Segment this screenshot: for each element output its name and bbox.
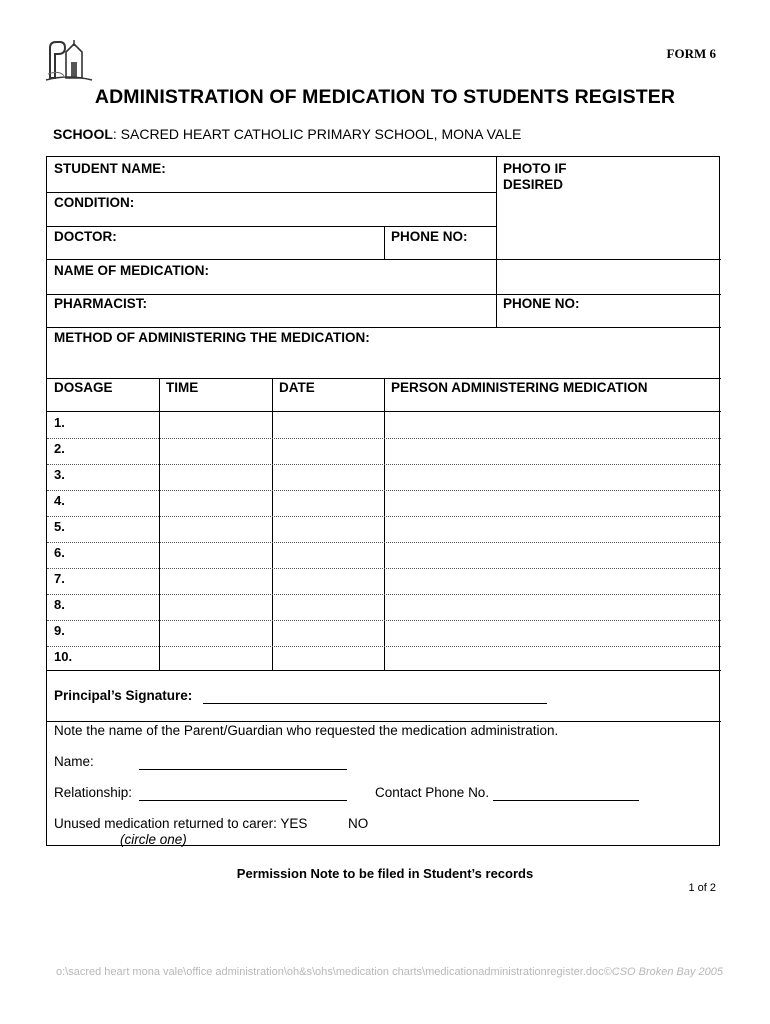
file-path-footer: [56, 966, 723, 978]
parent-name-line[interactable]: [139, 769, 347, 770]
table-row: 3.: [54, 467, 65, 482]
principal-signature-line[interactable]: [203, 703, 547, 704]
name-label: Name:: [54, 754, 94, 769]
circle-one-hint: (circle one): [120, 832, 187, 847]
time-header: TIME: [166, 380, 199, 395]
pharmacist-label: PHARMACIST:: [54, 296, 147, 311]
page-number: 1 of 2: [688, 882, 716, 894]
medication-register-form: [46, 156, 720, 846]
page-title: ADMINISTRATION OF MEDICATION TO STUDENTS REGISTER: [94, 86, 676, 108]
medication-name-label: NAME OF MEDICATION:: [54, 263, 209, 278]
condition-label: CONDITION:: [54, 195, 135, 210]
file-path: o:\sacred heart mona vale\office administration\oh&s\ohs\medication charts\medicationadministrationregister.doc: [56, 966, 604, 978]
table-row: 2.: [54, 441, 65, 456]
school-name: : SACRED HEART CATHOLIC PRIMARY SCHOOL, MONA VALE: [112, 126, 522, 142]
school-label: SCHOOL: [53, 126, 113, 142]
table-row: 9.: [54, 623, 65, 638]
photo-label-line1: PHOTO IF: [503, 161, 567, 176]
school-crest-icon: [44, 38, 94, 82]
no-option[interactable]: NO: [348, 816, 369, 831]
doctor-phone-label: PHONE NO:: [391, 229, 468, 244]
person-administering-header: PERSON ADMINISTERING MEDICATION: [391, 380, 648, 395]
school-line: [53, 126, 521, 142]
date-header: DATE: [279, 380, 315, 395]
unused-medication-label: Unused medication returned to carer: YES: [54, 816, 308, 831]
pharmacist-phone-label: PHONE NO:: [503, 296, 580, 311]
student-name-label: STUDENT NAME:: [54, 161, 166, 176]
doctor-label: DOCTOR:: [54, 229, 117, 244]
table-row: 1.: [54, 415, 65, 430]
form-number: FORM 6: [666, 46, 716, 61]
table-row: 6.: [54, 545, 65, 560]
relationship-line[interactable]: [139, 800, 347, 801]
table-row: 4.: [54, 493, 65, 508]
dosage-header: DOSAGE: [54, 380, 113, 395]
table-row: 8.: [54, 597, 65, 612]
permission-note: Permission Note to be filed in Student’s records: [236, 866, 534, 881]
table-row: 10.: [54, 649, 73, 664]
relationship-label: Relationship:: [54, 785, 133, 800]
contact-phone-line[interactable]: [493, 800, 639, 801]
contact-phone-label: Contact Phone No.: [375, 785, 490, 800]
table-row: 5.: [54, 519, 65, 534]
principal-signature-label: Principal’s Signature:: [54, 688, 193, 703]
method-label: METHOD OF ADMINISTERING THE MEDICATION:: [54, 330, 370, 345]
copyright: ©CSO Broken Bay 2005: [603, 966, 724, 978]
photo-label-line2: DESIRED: [503, 177, 564, 192]
parent-note: Note the name of the Parent/Guardian who requested the medication administration.: [54, 723, 559, 738]
table-row: 7.: [54, 571, 65, 586]
